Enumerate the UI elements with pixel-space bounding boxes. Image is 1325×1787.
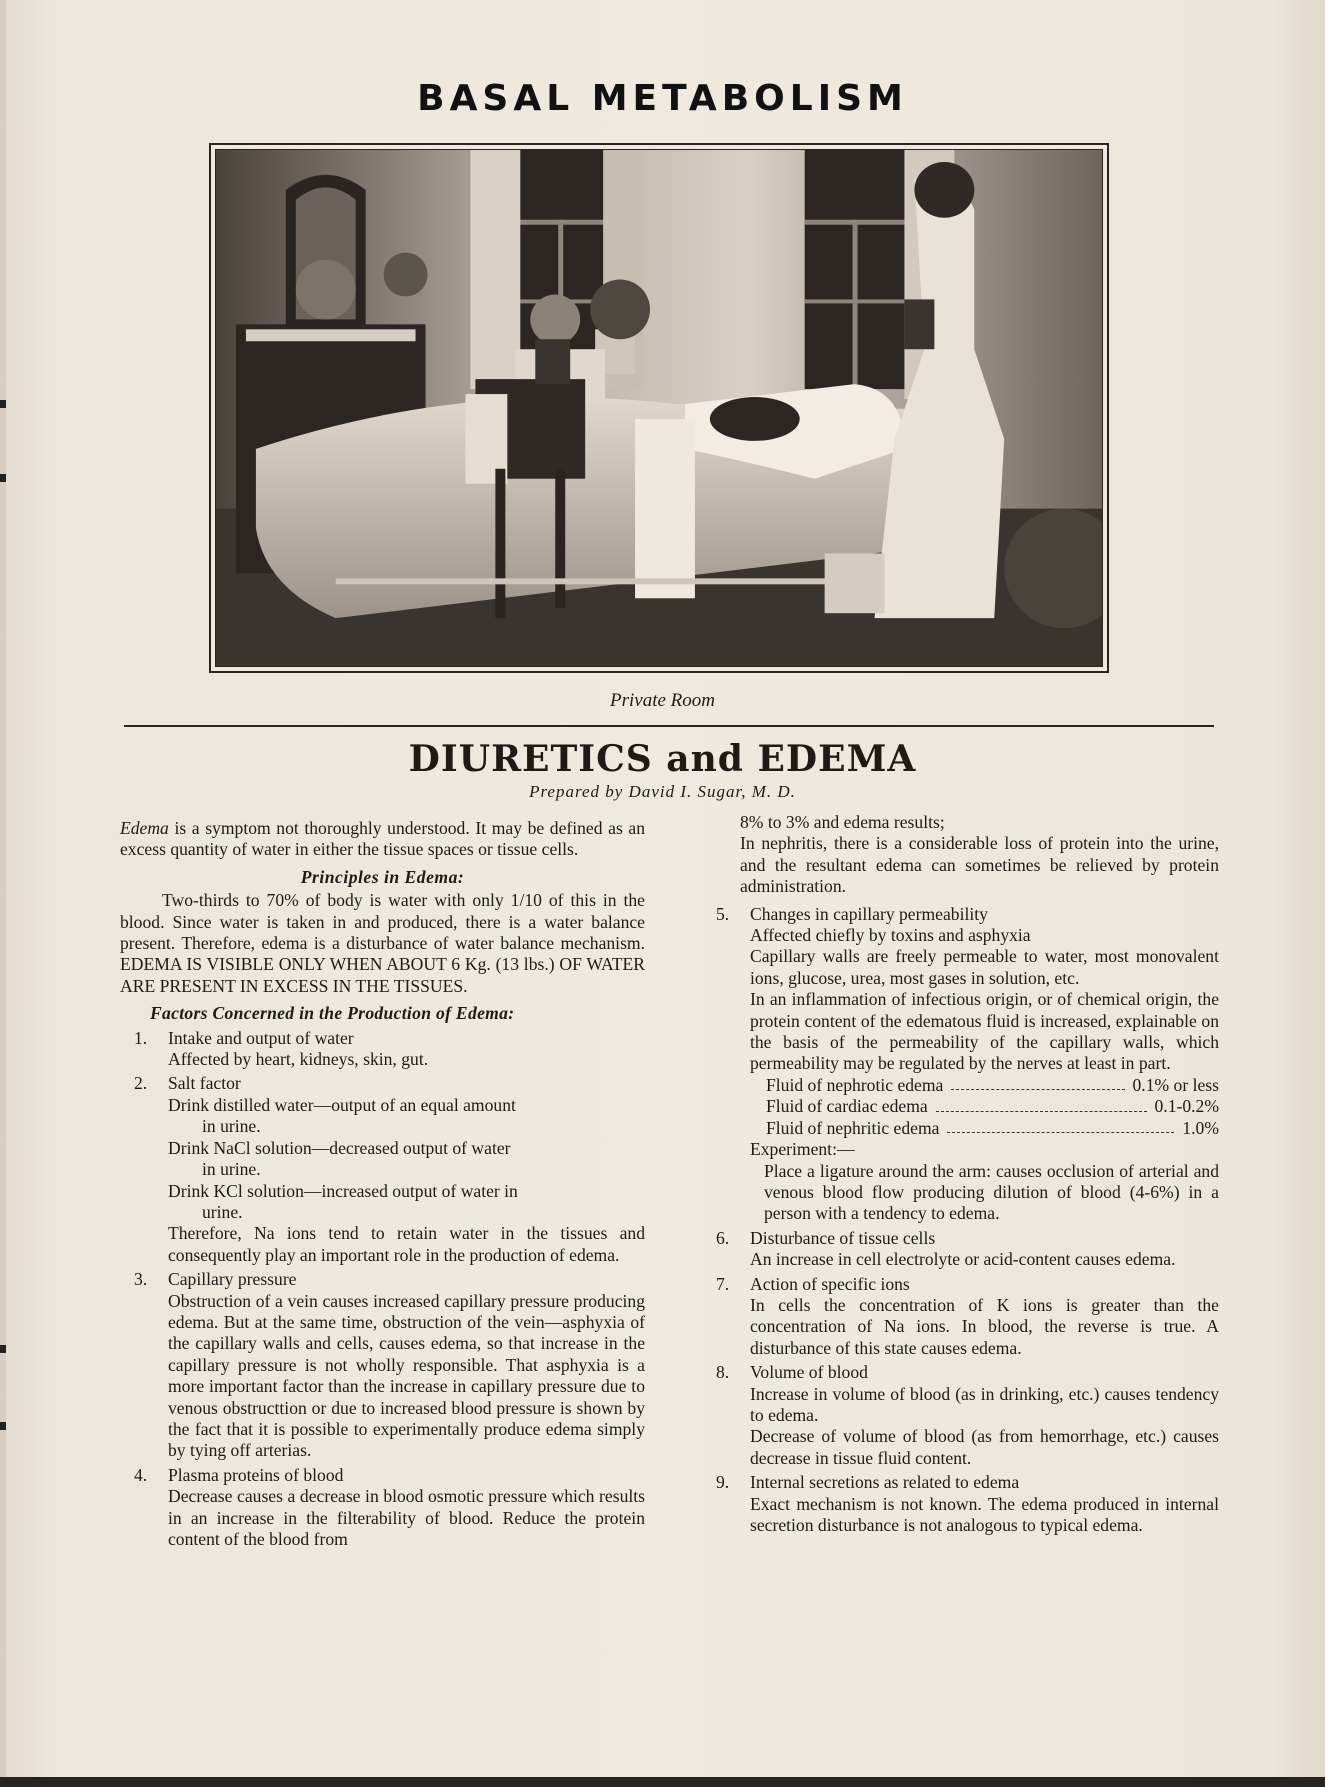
journal-title: BASAL METABOLISM: [417, 78, 908, 119]
right-column: [702, 812, 1219, 1536]
principles-paragraph: Two-thirds to 70% of body is water with only 1/10 of this in the blood. Since water is taken in and produced, there is a water balance present. Therefore, edema is a disturbance of water balance mechanism. EDEMA IS VISIBLE ONLY WHEN ABOUT 6 Kg. (13 lbs.) OF WATER ARE PRESENT IN EXCESS IN THE TISSUES.: [120, 890, 645, 996]
binding-mark: [0, 1345, 6, 1353]
article-title: DIURETICS and EDEMA: [408, 738, 917, 780]
leader-dashes: [936, 1096, 1147, 1111]
item-number: 5.: [716, 903, 730, 924]
item-text: Decrease causes a decrease in blood osmotic pressure which results in an increase in the filterability of blood. Reduce the protein content of the blood from: [168, 1486, 645, 1549]
experiment-text: Place a ligature around the arm: causes occlusion of arterial and venous blood flow producing dilution of blood (4-6%) in a person with a tendency to edema.: [764, 1160, 1219, 1224]
private-room-photo: [215, 149, 1103, 667]
fluid-name: Fluid of cardiac edema: [766, 1096, 928, 1117]
item-text: in urine.: [202, 1159, 261, 1180]
fluid-row: [750, 1075, 1219, 1096]
list-item: [702, 1362, 1219, 1469]
item-number: 8.: [716, 1362, 730, 1383]
item-title: Disturbance of tissue cells: [750, 1227, 936, 1248]
item-title: Changes in capillary permeability: [750, 903, 988, 924]
item-text: Capillary walls are freely permeable to water, most monovalent ions, glucose, urea, most gases in solution, etc.: [750, 946, 1219, 988]
item-text: Affected by heart, kidneys, skin, gut.: [168, 1049, 429, 1070]
item-title: Internal secretions as related to edema: [750, 1472, 1020, 1493]
list-item: [702, 1228, 1219, 1271]
intro-text: is a symptom not thoroughly understood. It may be defined as an excess quantity of water in either the tissue spaces or tissue cells.: [120, 818, 645, 860]
left-column: [120, 818, 645, 1550]
item-title: Volume of blood: [750, 1362, 868, 1383]
fluid-row: [750, 1096, 1219, 1117]
leader-dashes: [947, 1118, 1174, 1133]
item-text: In nephritis, there is a considerable loss of protein into the urine, and the resultant edema can sometimes be relieved by protein administration.: [740, 833, 1219, 897]
item-text: 8% to 3% and edema results;: [740, 812, 945, 832]
fluid-table: [750, 1075, 1219, 1139]
principles-heading: Principles in Edema:: [300, 866, 465, 887]
fluid-name: Fluid of nephrotic edema: [766, 1074, 944, 1095]
item-title: Action of specific ions: [750, 1273, 910, 1294]
item-text: Obstruction of a vein causes increased capillary pressure producing edema. But at the same time, obstruction of the vein—asphyxia of the capillary walls and cells, causes edema, so that increase in the capillary pressure is not wholly responsible. That asphyxia is a more important factor than the increase in capillary pressure due to venous obstructtion or due to increased blood pressure is shown by the fact that it is possible to experimentally produce edema simply by tying off arterias.: [168, 1290, 645, 1461]
item-text: Drink KCl solution—increased output of water in: [168, 1180, 518, 1201]
list-item: [120, 1028, 645, 1071]
item-text: Increase in volume of blood (as in drinking, etc.) causes tendency to edema.: [750, 1383, 1219, 1425]
fluid-name: Fluid of nephritic edema: [766, 1117, 940, 1138]
item-text: urine.: [202, 1201, 243, 1222]
item-number: 9.: [716, 1472, 730, 1493]
intro-paragraph: [120, 818, 645, 861]
item-text: Exact mechanism is not known. The edema produced in internal secretion disturbance is not analogous to typical edema.: [750, 1493, 1219, 1535]
item-number: 1.: [134, 1027, 148, 1048]
fluid-value: 0.1-0.2%: [1154, 1096, 1219, 1117]
list-item: [120, 1073, 645, 1266]
list-item: [120, 1465, 645, 1551]
item-number: 2.: [134, 1073, 148, 1094]
item-number: 7.: [716, 1273, 730, 1294]
list-item: [120, 1269, 645, 1462]
list-item: [702, 1472, 1219, 1536]
item-text: Drink distilled water—output of an equal amount: [168, 1094, 516, 1115]
item-number: 3.: [134, 1269, 148, 1290]
item-title: Intake and output of water: [168, 1027, 354, 1048]
experiment-label: Experiment:—: [750, 1139, 855, 1160]
item-text: in urine.: [202, 1116, 261, 1137]
item-text: Drink NaCl solution—decreased output of water: [168, 1137, 511, 1158]
binding-mark: [0, 474, 6, 482]
list-item: [702, 1274, 1219, 1360]
factors-heading: Factors Concerned in the Production of Edema:: [150, 1003, 515, 1024]
item-title: Salt factor: [168, 1073, 241, 1094]
page-left-edge: [0, 0, 6, 1787]
fluid-value: 0.1% or less: [1132, 1074, 1219, 1095]
item-text: In cells the concentration of K ions is greater than the concentration of Na ions. In blood, the reverse is true. A disturbance of this state causes edema.: [750, 1294, 1219, 1358]
fluid-row: [750, 1118, 1219, 1139]
item-text: Therefore, Na ions tend to retain water in the tissues and consequently play an important role in the production of edema.: [168, 1223, 645, 1265]
article-byline: Prepared by David I. Sugar, M. D.: [529, 782, 796, 801]
item-title: Capillary pressure: [168, 1269, 297, 1290]
item-number: 6.: [716, 1227, 730, 1248]
list-item: [702, 904, 1219, 1225]
item-title: Plasma proteins of blood: [168, 1464, 344, 1485]
page-bottom-edge: [0, 1777, 1325, 1787]
item-text: An increase in cell electrolyte or acid-content causes edema.: [750, 1249, 1176, 1270]
leader-dashes: [951, 1075, 1124, 1090]
intro-emphasis: Edema: [120, 818, 169, 838]
binding-mark: [0, 400, 6, 408]
section-divider: [124, 725, 1214, 727]
item-text: Decrease of volume of blood (as from hemorrhage, etc.) causes decrease in tissue fluid content.: [750, 1426, 1219, 1468]
binding-mark: [0, 1422, 6, 1430]
item-text: In an inflammation of infectious origin, or of chemical origin, the protein content of the edematous fluid is increased, explainable on the basis of the permeability of the capillary walls, which permeability may be regulated by the nerves at least in part.: [750, 989, 1219, 1074]
item-text: Affected chiefly by toxins and asphyxia: [750, 925, 1031, 946]
photo-frame: [209, 143, 1109, 673]
fluid-value: 1.0%: [1182, 1117, 1219, 1138]
photo-caption: Private Room: [609, 690, 715, 711]
item-number: 4.: [134, 1464, 148, 1485]
